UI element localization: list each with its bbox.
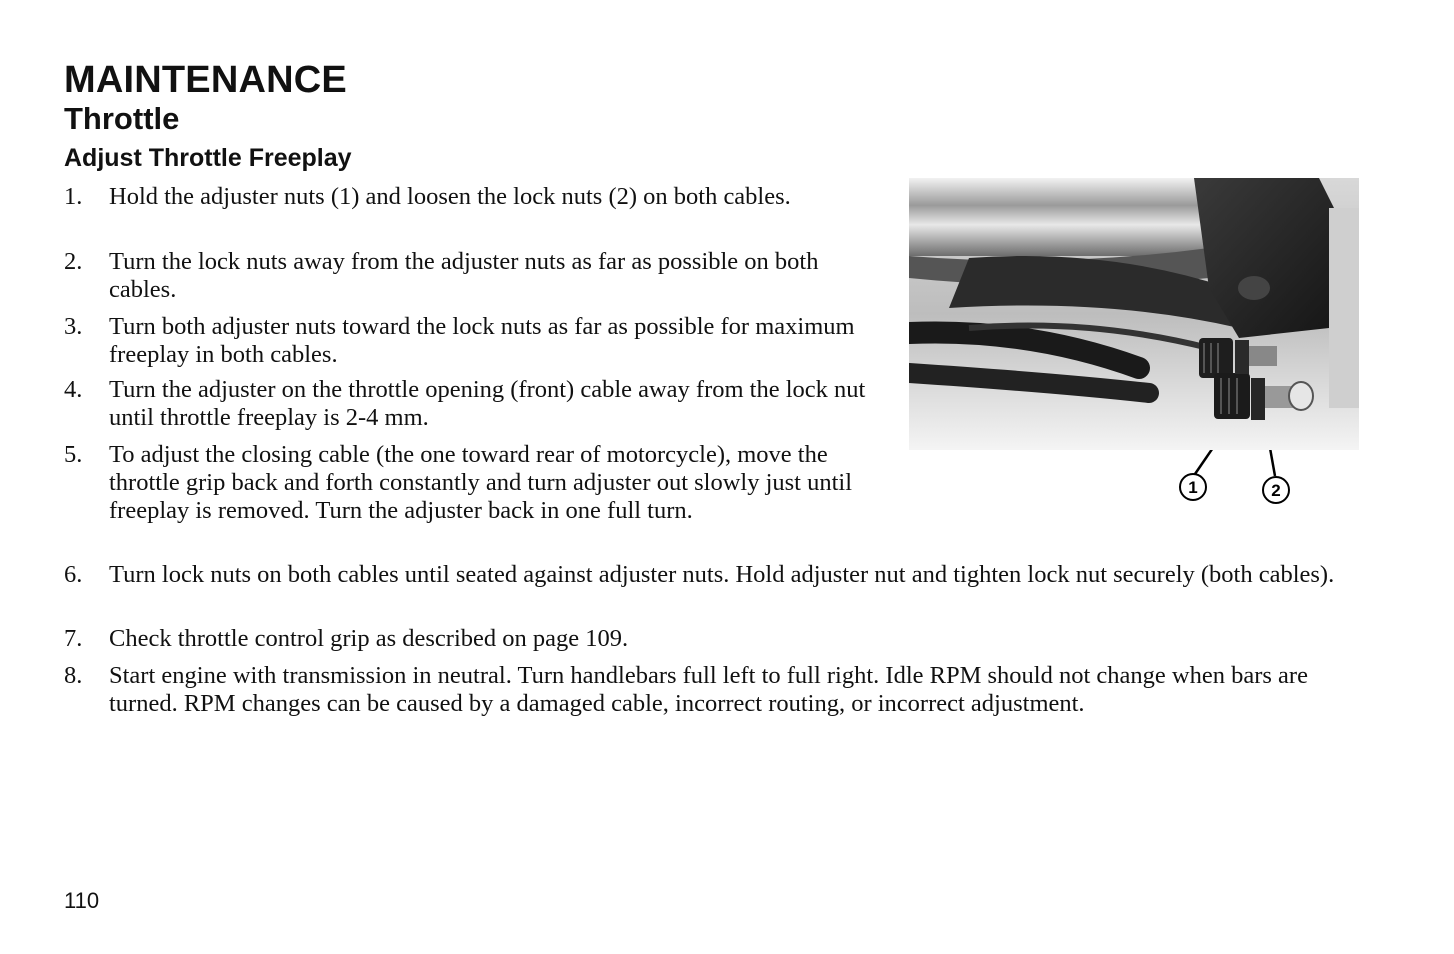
callout-label-1: 1: [1188, 478, 1198, 497]
step-number: 1.: [64, 183, 83, 210]
topic-title: Throttle: [64, 101, 180, 136]
section-title: MAINTENANCE: [64, 59, 347, 101]
figure-callouts: [1170, 450, 1300, 520]
step-text: Check throttle control grip as described on page 109.: [109, 625, 629, 652]
subtopic-title: Adjust Throttle Freeplay: [64, 144, 352, 172]
throttle-cable-photo: [909, 178, 1359, 450]
step-text: Turn the lock nuts away from the adjuster nuts as far as possible on both cables.: [109, 248, 819, 303]
callout-leader-2: [1265, 450, 1275, 476]
callout-leader-1: [1195, 450, 1232, 474]
step-text: Turn both adjuster nuts toward the lock nuts as far as possible for maximum freeplay in both cables.: [109, 313, 855, 368]
step-text: Start engine with transmission in neutral. Turn handlebars full left to full right. Idle RPM should not change when bars are turned. RPM changes can be caused by a damaged cable, incorrect routing, or incorrect adjustment.: [109, 662, 1308, 717]
step-number: 7.: [64, 625, 83, 652]
step-text: Turn the adjuster on the throttle opening (front) cable away from the lock nut until throttle freeplay is 2-4 mm.: [109, 376, 866, 431]
page-number: 110: [64, 888, 100, 913]
step-number: 2.: [64, 248, 83, 275]
step-number: 8.: [64, 662, 83, 689]
step-text: Turn lock nuts on both cables until seated against adjuster nuts. Hold adjuster nut and tighten lock nut securely (both cables).: [109, 561, 1335, 588]
step-text: To adjust the closing cable (the one toward rear of motorcycle), move the throttle grip back and forth constantly and turn adjuster out slowly just until freeplay is removed. Turn the adjuster back in one full turn.: [109, 441, 853, 524]
step-number: 6.: [64, 561, 83, 588]
step-number: 3.: [64, 313, 83, 340]
step-number: 4.: [64, 376, 83, 403]
step-text: Hold the adjuster nuts (1) and loosen the lock nuts (2) on both cables.: [109, 183, 791, 210]
callout-label-2: 2: [1271, 481, 1281, 500]
step-number: 5.: [64, 441, 83, 468]
